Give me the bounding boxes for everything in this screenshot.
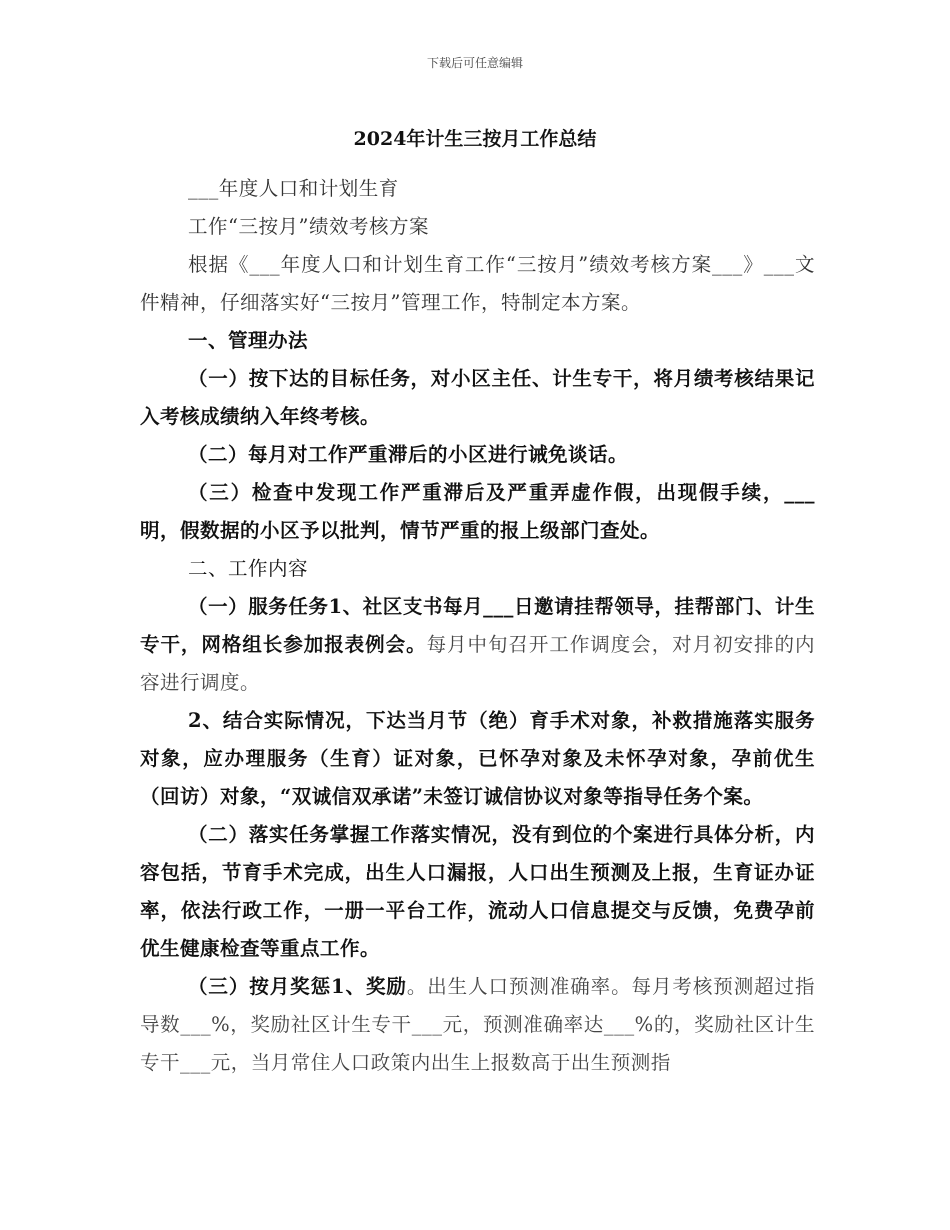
paragraph-1: ___年度人口和计划生育 [188, 177, 399, 200]
paragraph-12 [140, 968, 815, 1082]
section-heading-2: 二、工作内容 [188, 557, 309, 580]
paragraph-7: （三）检查中发现工作严重滞后及严重弄虚作假，出现假手续，___明，假数据的小区予以批判，情节严重的报上级部门查处。 [140, 481, 815, 542]
section-heading-1: 一、管理办法 [188, 329, 309, 352]
paragraph-9-light: 每月中旬召开工作调度会，对月初安排的内容进行调度。 [140, 633, 815, 694]
paragraph-12-light: 。出生人口预测准确率。每月考核预测超过指导数___%，奖励社区计生专干___元，预测准确率达___%的，奖励社区计生专干___元，当月常住人口政策内出生上报数高于出生预测指 [140, 975, 815, 1074]
paragraph-2: 工作“三按月”绩效考核方案 [188, 215, 429, 238]
paragraph-9 [140, 588, 815, 702]
paragraph-9-bold: （一）服务任务1、社区支书每月___日邀请挂帮领导，挂帮部门、计生专干，网格组长参加报表例会。 [140, 595, 815, 656]
paragraph-12-bold: （三）按月奖惩1、奖励 [188, 975, 407, 998]
paragraph-5: （一）按下达的目标任务，对小区主任、计生专干，将月绩考核结果记入考核成绩纳入年终考核。 [140, 367, 815, 428]
document-body [140, 170, 815, 1082]
paragraph-6: （二）每月对工作严重滞后的小区进行诫免谈话。 [188, 443, 629, 466]
page-header-note: 下载后可任意编辑 [426, 56, 523, 70]
paragraph-11: （二）落实任务掌握工作落实情况，没有到位的个案进行具体分析，内容包括，节育手术完成，出生人口漏报，人口出生预测及上报，生育证办证率，依法行政工作，一册一平台工作，流动人口信息提交与反馈，免费孕前优生健康检查等重点工作。 [140, 823, 815, 960]
document-title: 2024年计生三按月工作总结 [353, 128, 597, 150]
paragraph-3: 根据《___年度人口和计划生育工作“三按月”绩效考核方案___》___文件精神，仔细落实好“三按月”管理工作，特制定本方案。 [140, 253, 815, 314]
paragraph-10: 2、结合实际情况，下达当月节（绝）育手术对象，补救措施落实服务对象，应办理服务（生育）证对象，已怀孕对象及未怀孕对象，孕前优生（回访）对象，“双诚信双承诺”未签订诚信协议对象等指导任务个案。 [140, 709, 815, 808]
